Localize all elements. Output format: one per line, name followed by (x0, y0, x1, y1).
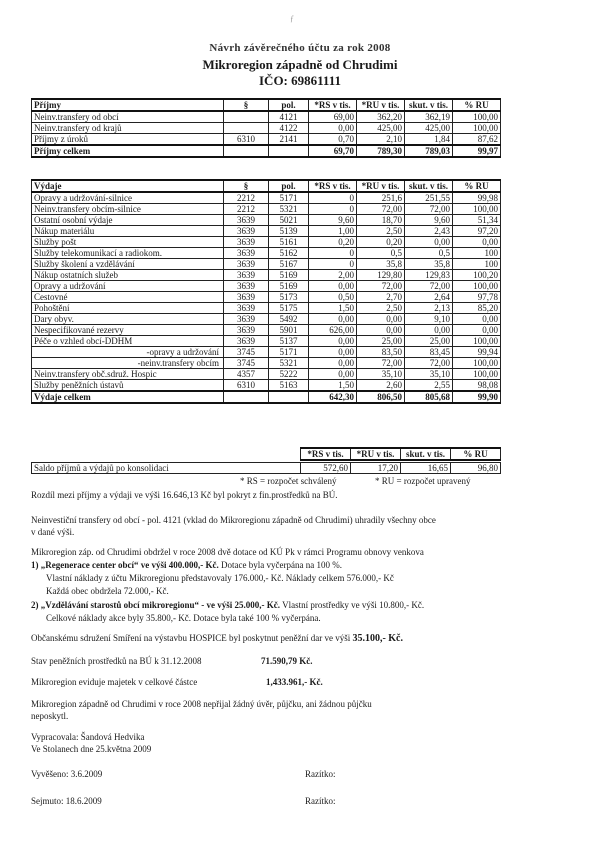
row-percent: 100,00 (453, 111, 501, 123)
saldo-rs: 572,60 (301, 463, 351, 474)
row-percent: 99,94 (453, 347, 501, 358)
row-name: Služby školení a vzdělávání (32, 259, 224, 270)
row-actual: 0,00 (405, 237, 453, 248)
row-ru: 72,00 (357, 204, 405, 215)
income-total-row (32, 145, 501, 157)
expense-row (32, 358, 501, 369)
total-empty-cell (269, 391, 309, 403)
expense-row (32, 314, 501, 325)
expense-row (32, 204, 501, 215)
row-rs: 0 (309, 259, 357, 270)
saldo-header-row (301, 448, 501, 460)
row-name: Neinv.transfery obč.sdruž. Hospic (32, 369, 224, 380)
expense-row (32, 270, 501, 281)
row-paragraph: 3639 (224, 303, 269, 314)
expense-row (32, 248, 501, 259)
income-row (32, 134, 501, 146)
stamp-label-1: Razítko: (305, 769, 336, 779)
para-subsidy-2-costs: Celkové náklady akce byly 35.800,- Kč. Dotace byla také 100 % vyčerpána. (46, 613, 321, 623)
expenses-table (31, 179, 501, 404)
col-ru: *RU v tis. (357, 99, 405, 111)
row-ru: 25,00 (357, 336, 405, 347)
expense-row (32, 192, 501, 204)
row-item: 5161 (269, 237, 309, 248)
row-item: 5169 (269, 270, 309, 281)
para-transfers-line1: Neinvestiční transfery od obcí - pol. 4121 (vklad do Mikroregionu západně od Chrudimi) uhradily všechny obce (31, 515, 436, 525)
row-ru: 2,10 (357, 134, 405, 146)
expense-row (32, 336, 501, 347)
total-percent: 99,90 (453, 391, 501, 403)
col-actual: skut. v tis. (405, 99, 453, 111)
row-ru: 251,6 (357, 192, 405, 204)
row-actual: 72,00 (405, 281, 453, 292)
total-ru: 806,50 (357, 391, 405, 403)
row-rs: 9,60 (309, 215, 357, 226)
row-item: 5173 (269, 292, 309, 303)
expense-row (32, 226, 501, 237)
expense-row (32, 380, 501, 392)
row-item: 5021 (269, 215, 309, 226)
row-rs: 0,50 (309, 292, 357, 303)
row-rs: 0,00 (309, 314, 357, 325)
row-paragraph: 3639 (224, 281, 269, 292)
row-rs: 0,00 (309, 347, 357, 358)
row-actual: 72,00 (405, 358, 453, 369)
row-actual: 1,84 (405, 134, 453, 146)
row-item: 5321 (269, 204, 309, 215)
row-ru: 35,10 (357, 369, 405, 380)
row-rs: 0,70 (309, 134, 357, 146)
saldo-col-ru: *RU v tis. (351, 448, 401, 460)
row-item: 4121 (269, 111, 309, 123)
row-percent: 87,62 (453, 134, 501, 146)
row-rs: 626,00 (309, 325, 357, 336)
income-table (31, 98, 501, 158)
row-actual: 2,43 (405, 226, 453, 237)
bank-balance-label: Stav peněžních prostředků na BÚ k 31.12.2008 (31, 656, 202, 666)
row-name: Nespecifikované rezervy (32, 325, 224, 336)
subsidy-1-title: 1) „Regenerace center obcí“ ve výši 400.000,- Kč. (31, 560, 219, 570)
row-name: Nákup ostatních služeb (32, 270, 224, 281)
expense-row (32, 237, 501, 248)
row-name: Ostatní osobní výdaje (32, 215, 224, 226)
row-item: 5139 (269, 226, 309, 237)
row-actual: 362,19 (405, 111, 453, 123)
para-transfers (31, 514, 571, 538)
row-percent: 97,20 (453, 226, 501, 237)
row-percent: 51,34 (453, 215, 501, 226)
row-ru: 362,20 (357, 111, 405, 123)
row-item: 5901 (269, 325, 309, 336)
para-transfers-line2: v dané výši. (31, 527, 75, 537)
col-percent: % RU (453, 180, 501, 192)
assets-amount: 1,433.961,- Kč. (266, 677, 323, 687)
row-ru: 72,00 (357, 281, 405, 292)
row-percent: 98,08 (453, 380, 501, 392)
row-paragraph: 4357 (224, 369, 269, 380)
row-paragraph: 3745 (224, 347, 269, 358)
row-name: Pohoštění (32, 303, 224, 314)
loans-line1: Mikroregion západně od Chrudimi v roce 2008 nepřijal žádný úvěr, půjčku, ani žádnou půjčku (31, 699, 372, 709)
row-paragraph: 3639 (224, 215, 269, 226)
row-ru: 425,00 (357, 123, 405, 134)
expense-row (32, 303, 501, 314)
row-actual: 251,55 (405, 192, 453, 204)
row-name: Péče o vzhled obcí-DDHM (32, 336, 224, 347)
row-percent: 0,00 (453, 325, 501, 336)
row-paragraph: 3639 (224, 325, 269, 336)
para-loans (31, 698, 571, 722)
col-actual: skut. v tis. (405, 180, 453, 192)
row-name: Neinv.transfery obcím-silnice (32, 204, 224, 215)
row-item: 5169 (269, 281, 309, 292)
row-name: -neinv.transfery obcím (32, 358, 224, 369)
row-name: Nákup materiálu (32, 226, 224, 237)
row-paragraph (224, 123, 269, 134)
row-item: 5167 (269, 259, 309, 270)
col-rs: *RS v tis. (309, 180, 357, 192)
row-actual: 83,45 (405, 347, 453, 358)
row-rs: 0,20 (309, 237, 357, 248)
saldo-col-actual: skut. v tis. (401, 448, 451, 460)
expenses-total-row (32, 391, 501, 403)
expenses-title: Výdaje (32, 180, 224, 192)
row-actual: 35,10 (405, 369, 453, 380)
row-percent: 0,00 (453, 237, 501, 248)
row-ru: 35,8 (357, 259, 405, 270)
row-percent: 85,20 (453, 303, 501, 314)
row-name: Služby telekomunikací a radiokom. (32, 248, 224, 259)
row-item: 5492 (269, 314, 309, 325)
hospice-amount: 35.100,- Kč. (352, 633, 403, 644)
total-actual: 805,68 (405, 391, 453, 403)
row-paragraph: 2212 (224, 192, 269, 204)
row-percent: 100 (453, 248, 501, 259)
row-percent: 100,00 (453, 336, 501, 347)
row-item: 5222 (269, 369, 309, 380)
row-rs: 0,00 (309, 369, 357, 380)
row-paragraph: 3639 (224, 259, 269, 270)
row-actual: 0,00 (405, 325, 453, 336)
total-empty-cell (224, 391, 269, 403)
organization-id: IČO: 69861111 (259, 73, 341, 88)
bank-balance-amount: 71.590,79 Kč. (261, 656, 313, 666)
row-rs: 1,50 (309, 380, 357, 392)
para-subsidy-1-costs: Vlastní náklady z účtu Mikroregionu představovaly 176.000,- Kč. Náklady celkem 576.000,- Kč (46, 573, 394, 583)
row-rs: 0 (309, 248, 357, 259)
row-ru: 0,00 (357, 325, 405, 336)
row-actual: 0,5 (405, 248, 453, 259)
row-item: 5163 (269, 380, 309, 392)
row-paragraph: 3639 (224, 237, 269, 248)
col-ru: *RU v tis. (357, 180, 405, 192)
row-paragraph: 3639 (224, 226, 269, 237)
total-empty-cell (224, 145, 269, 157)
row-rs: 1,50 (309, 303, 357, 314)
saldo-row (32, 463, 501, 474)
income-row (32, 111, 501, 123)
row-ru: 72,00 (357, 358, 405, 369)
row-percent: 100,20 (453, 270, 501, 281)
para-hospice (31, 632, 571, 645)
col-item: pol. (269, 99, 309, 111)
row-actual: 2,64 (405, 292, 453, 303)
row-percent: 100 (453, 259, 501, 270)
row-percent: 100,00 (453, 358, 501, 369)
posted-date: Vyvěšeno: 3.6.2009 (31, 769, 103, 779)
saldo-col-percent: % RU (451, 448, 501, 460)
row-paragraph: 3745 (224, 358, 269, 369)
row-percent: 100,00 (453, 369, 501, 380)
para-subsidy-1 (31, 559, 571, 571)
total-label: Výdaje celkem (32, 391, 224, 403)
row-percent: 100,00 (453, 204, 501, 215)
legend-rs: * RS = rozpočet schválený (240, 476, 337, 486)
saldo-header-table (300, 447, 501, 461)
removed-date: Sejmuto: 18.6.2009 (31, 796, 102, 806)
col-item: pol. (269, 180, 309, 192)
total-rs: 642,30 (309, 391, 357, 403)
row-paragraph: 3639 (224, 248, 269, 259)
expense-row (32, 369, 501, 380)
row-paragraph: 3639 (224, 336, 269, 347)
organization-name: Mikroregion západně od Chrudimi (202, 57, 398, 72)
row-name: Příjmy z úroků (32, 134, 224, 146)
row-rs: 0,00 (309, 281, 357, 292)
total-percent: 99,97 (453, 145, 501, 157)
row-paragraph: 3639 (224, 292, 269, 303)
col-paragraph: § (224, 180, 269, 192)
stamp-label-2: Razítko: (305, 796, 336, 806)
row-name: -opravy a udržování (32, 347, 224, 358)
row-percent: 99,98 (453, 192, 501, 204)
row-item: 5171 (269, 347, 309, 358)
author: Vypracovala: Šandová Hedvika (31, 732, 145, 742)
total-actual: 789,03 (405, 145, 453, 157)
col-rs: *RS v tis. (309, 99, 357, 111)
total-label: Příjmy celkem (32, 145, 224, 157)
place-date: Ve Stolanech dne 25.května 2009 (31, 744, 152, 754)
row-actual: 425,00 (405, 123, 453, 134)
para-subsidy-2 (31, 599, 571, 611)
row-actual: 9,60 (405, 215, 453, 226)
row-rs: 2,00 (309, 270, 357, 281)
row-ru: 18,70 (357, 215, 405, 226)
saldo-actual: 16,65 (401, 463, 451, 474)
row-item: 5175 (269, 303, 309, 314)
total-empty-cell (269, 145, 309, 157)
loans-line2: neposkytl. (31, 711, 69, 721)
row-rs: 69,00 (309, 111, 357, 123)
row-ru: 2,50 (357, 226, 405, 237)
row-name: Služby peněžních ústavů (32, 380, 224, 392)
col-paragraph: § (224, 99, 269, 111)
saldo-table (31, 462, 501, 474)
total-ru: 789,30 (357, 145, 405, 157)
row-item: 2141 (269, 134, 309, 146)
row-actual: 35,8 (405, 259, 453, 270)
col-percent: % RU (453, 99, 501, 111)
row-ru: 0,20 (357, 237, 405, 248)
income-header-row (32, 99, 501, 111)
row-rs: 1,00 (309, 226, 357, 237)
expense-row (32, 347, 501, 358)
row-paragraph (224, 111, 269, 123)
row-actual: 25,00 (405, 336, 453, 347)
expenses-header-row (32, 180, 501, 192)
subsidy-1-note: Dotace byla vyčerpána na 100 %. (218, 560, 342, 570)
expense-row (32, 292, 501, 303)
total-rs: 69,70 (309, 145, 357, 157)
expense-row (32, 325, 501, 336)
para-subsidies: Mikroregion záp. od Chrudimi obdržel v roce 2008 dvě dotace od KÚ Pk v rámci Programu obnovy venkova (31, 547, 424, 557)
row-item: 5321 (269, 358, 309, 369)
row-name: Dary obyv. (32, 314, 224, 325)
row-actual: 129,83 (405, 270, 453, 281)
income-title: Příjmy (32, 99, 224, 111)
row-actual: 2,13 (405, 303, 453, 314)
subsidy-2-note: Vlastní prostředky ve výši 10.800,- Kč. (280, 600, 425, 610)
row-rs: 0 (309, 204, 357, 215)
row-name: Neinv.transfery od krajů (32, 123, 224, 134)
row-name: Neinv.transfery od obcí (32, 111, 224, 123)
row-percent: 100,00 (453, 281, 501, 292)
row-actual: 72,00 (405, 204, 453, 215)
row-name: Cestovné (32, 292, 224, 303)
saldo-label: Saldo příjmů a výdajů po konsolidaci (32, 463, 301, 474)
row-item: 5137 (269, 336, 309, 347)
row-rs: 0,00 (309, 336, 357, 347)
para-bank-balance (31, 655, 571, 667)
row-paragraph: 6310 (224, 380, 269, 392)
hospice-text: Občanskému sdružení Smíření na výstavbu HOSPICE byl poskytnut peněžní dar ve výši (31, 633, 353, 643)
row-ru: 2,50 (357, 303, 405, 314)
row-item: 5162 (269, 248, 309, 259)
para-difference: Rozdíl mezi příjmy a výdaji ve výši 16.646,13 Kč byl pokryt z fin.prostředků na BÚ. (31, 490, 338, 500)
para-assets (31, 676, 571, 688)
row-percent: 97,78 (453, 292, 501, 303)
row-name: Opravy a udržování (32, 281, 224, 292)
row-paragraph: 2212 (224, 204, 269, 215)
row-paragraph: 3639 (224, 270, 269, 281)
row-rs: 0,00 (309, 358, 357, 369)
saldo-col-rs: *RS v tis. (301, 448, 351, 460)
row-ru: 2,60 (357, 380, 405, 392)
row-ru: 129,80 (357, 270, 405, 281)
saldo-ru: 17,20 (351, 463, 401, 474)
row-item: 4122 (269, 123, 309, 134)
row-percent: 100,00 (453, 123, 501, 134)
row-name: Opravy a udržování-silnice (32, 192, 224, 204)
expense-row (32, 259, 501, 270)
row-name: Služby pošt (32, 237, 224, 248)
row-percent: 0,00 (453, 314, 501, 325)
income-row (32, 123, 501, 134)
document-title: Návrh závěrečného účtu za rok 2008 (209, 42, 391, 54)
expense-row (32, 281, 501, 292)
para-subsidy-1-share: Každá obec obdržela 72.000,- Kč. (46, 586, 169, 596)
assets-label: Mikroregion eviduje majetek v celkové částce (31, 677, 198, 687)
row-ru: 83,50 (357, 347, 405, 358)
row-ru: 0,00 (357, 314, 405, 325)
row-ru: 2,70 (357, 292, 405, 303)
row-paragraph: 3639 (224, 314, 269, 325)
legend-ru: * RU = rozpočet upravený (375, 476, 471, 486)
expense-row (32, 215, 501, 226)
row-item: 5171 (269, 192, 309, 204)
subsidy-2-title: 2) „Vzdělávání starostů obcí mikroregionu“ - ve výši 25.000,- Kč. (31, 600, 280, 610)
row-actual: 9,10 (405, 314, 453, 325)
row-paragraph: 6310 (224, 134, 269, 146)
saldo-percent: 96,80 (451, 463, 501, 474)
para-author (31, 731, 571, 755)
stray-mark: ƒ (290, 14, 294, 23)
row-ru: 0,5 (357, 248, 405, 259)
row-actual: 2,55 (405, 380, 453, 392)
row-rs: 0,00 (309, 123, 357, 134)
row-rs: 0 (309, 192, 357, 204)
